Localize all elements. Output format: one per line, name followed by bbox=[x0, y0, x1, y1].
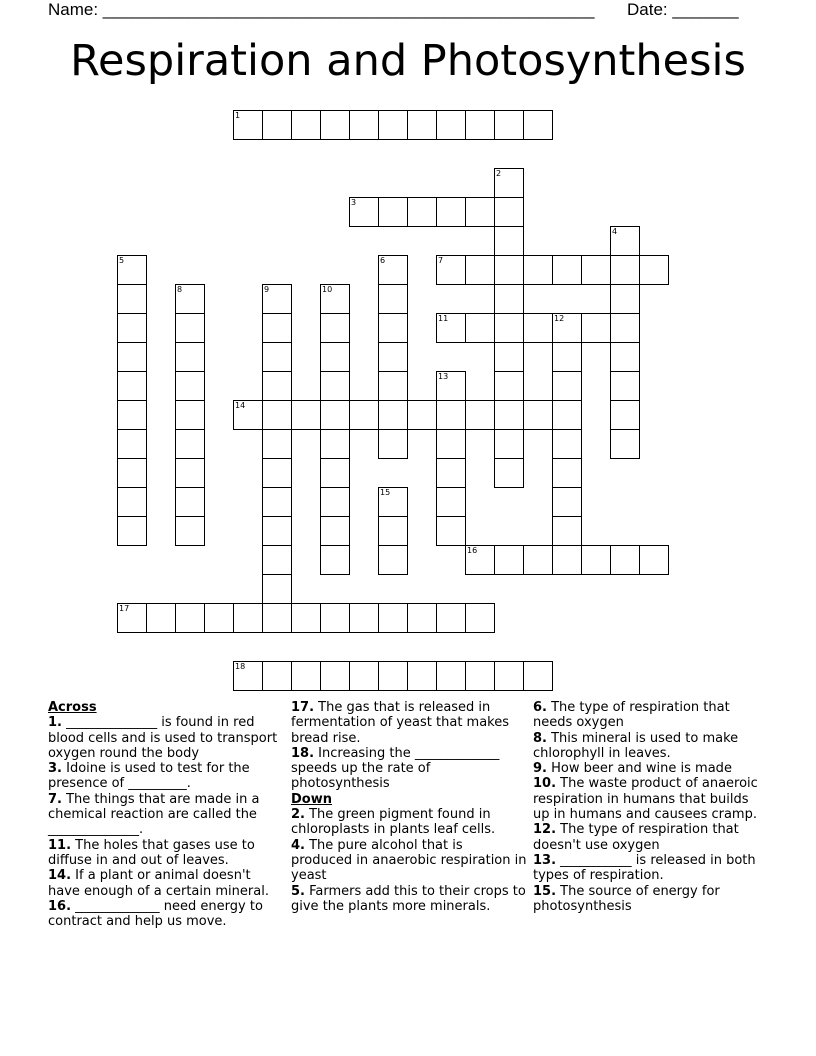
grid-cell[interactable] bbox=[610, 313, 640, 343]
grid-cell[interactable] bbox=[291, 661, 321, 691]
grid-cell[interactable] bbox=[233, 661, 263, 691]
clue-item bbox=[48, 715, 284, 761]
grid-cell[interactable] bbox=[494, 226, 524, 256]
grid-cell[interactable] bbox=[262, 661, 292, 691]
date-field-label: Date: _______ bbox=[627, 0, 739, 19]
grid-cell[interactable] bbox=[349, 110, 379, 140]
grid-cell[interactable] bbox=[494, 545, 524, 575]
clue-text: The things that are made in a chemical reaction are called the ______________. bbox=[48, 791, 260, 838]
grid-cell[interactable] bbox=[610, 284, 640, 314]
clue-item bbox=[533, 776, 769, 822]
grid-cell[interactable] bbox=[523, 661, 553, 691]
clue-item bbox=[533, 853, 769, 884]
grid-cell[interactable] bbox=[175, 284, 205, 314]
grid-cell[interactable] bbox=[378, 487, 408, 517]
clue-item bbox=[291, 746, 527, 792]
clue-text: Increasing the _____________ speeds up the rate of photosynthesis bbox=[291, 745, 500, 792]
grid-cell[interactable] bbox=[436, 255, 466, 285]
clue-number: 3 bbox=[351, 198, 357, 207]
grid-cell[interactable] bbox=[494, 400, 524, 430]
grid-cell[interactable] bbox=[320, 545, 350, 575]
grid-cell[interactable] bbox=[117, 255, 147, 285]
clue-number: 5 bbox=[119, 256, 125, 265]
clue-text: ______________ is found in red blood cells and is used to transport oxygen round the body bbox=[48, 715, 278, 761]
grid-cell[interactable] bbox=[465, 661, 495, 691]
across-heading: Across bbox=[48, 700, 97, 715]
clue-number-label: 18. bbox=[291, 745, 315, 761]
grid-cell[interactable] bbox=[494, 371, 524, 401]
clue-number-label: 8. bbox=[533, 730, 547, 746]
clue-number: 13 bbox=[438, 372, 449, 381]
clue-number: 2 bbox=[496, 169, 502, 178]
grid-cell[interactable] bbox=[378, 342, 408, 372]
grid-cell[interactable] bbox=[494, 458, 524, 488]
clue-number-label: 13. bbox=[533, 852, 557, 868]
clue-item bbox=[533, 822, 769, 853]
grid-cell[interactable] bbox=[204, 603, 234, 633]
grid-cell[interactable] bbox=[320, 110, 350, 140]
grid-cell[interactable] bbox=[436, 197, 466, 227]
clue-item bbox=[533, 884, 769, 915]
grid-cell[interactable] bbox=[407, 661, 437, 691]
grid-cell[interactable] bbox=[320, 342, 350, 372]
clue-text: This mineral is used to make chlorophyll in leaves. bbox=[533, 730, 739, 761]
clue-number-label: 6. bbox=[533, 700, 547, 715]
grid-cell[interactable] bbox=[262, 545, 292, 575]
clue-number-label: 16. bbox=[48, 898, 72, 914]
grid-cell[interactable] bbox=[378, 371, 408, 401]
clue-number: 6 bbox=[380, 256, 386, 265]
clue-number: 4 bbox=[612, 227, 618, 236]
grid-cell[interactable] bbox=[117, 429, 147, 459]
clue-text: The gas that is released in fermentation of yeast that makes bread rise. bbox=[291, 700, 510, 746]
grid-cell[interactable] bbox=[610, 371, 640, 401]
grid-cell[interactable] bbox=[349, 197, 379, 227]
clue-number-label: 5. bbox=[291, 883, 305, 899]
clue-text: Farmers add this to their crops to give the plants more minerals. bbox=[291, 883, 526, 914]
grid-cell[interactable] bbox=[349, 603, 379, 633]
clue-number: 15 bbox=[380, 488, 391, 497]
clue-text: Idoine is used to test for the presence of _________. bbox=[48, 761, 250, 792]
grid-cell[interactable] bbox=[175, 487, 205, 517]
grid-cell[interactable] bbox=[378, 545, 408, 575]
grid-cell[interactable] bbox=[523, 313, 553, 343]
grid-cell[interactable] bbox=[291, 110, 321, 140]
grid-cell[interactable] bbox=[262, 313, 292, 343]
grid-cell[interactable] bbox=[320, 487, 350, 517]
grid-cell[interactable] bbox=[610, 255, 640, 285]
grid-cell[interactable] bbox=[610, 545, 640, 575]
clue-item bbox=[48, 761, 284, 792]
clue-number-label: 15. bbox=[533, 883, 557, 899]
clue-item bbox=[533, 700, 769, 731]
grid-cell[interactable] bbox=[117, 516, 147, 546]
grid-cell[interactable] bbox=[349, 400, 379, 430]
clue-item bbox=[291, 700, 527, 746]
grid-cell[interactable] bbox=[523, 110, 553, 140]
grid-cell[interactable] bbox=[610, 400, 640, 430]
grid-cell[interactable] bbox=[378, 516, 408, 546]
clue-item bbox=[48, 792, 284, 838]
grid-cell[interactable] bbox=[494, 284, 524, 314]
clue-number-label: 17. bbox=[291, 700, 315, 715]
grid-cell[interactable] bbox=[175, 516, 205, 546]
name-field-label: Name: ____________________________________________________ bbox=[48, 0, 595, 19]
grid-cell[interactable] bbox=[378, 110, 408, 140]
grid-cell[interactable] bbox=[262, 342, 292, 372]
grid-cell[interactable] bbox=[146, 603, 176, 633]
clue-text: How beer and wine is made bbox=[546, 761, 732, 777]
grid-cell[interactable] bbox=[552, 400, 582, 430]
grid-cell[interactable] bbox=[436, 400, 466, 430]
clue-text: ___________ is released in both types of respiration. bbox=[533, 852, 756, 884]
grid-cell[interactable] bbox=[465, 545, 495, 575]
grid-cell[interactable] bbox=[436, 603, 466, 633]
grid-cell[interactable] bbox=[465, 603, 495, 633]
grid-cell[interactable] bbox=[494, 110, 524, 140]
clue-number-label: 9. bbox=[533, 761, 547, 777]
grid-cell[interactable] bbox=[523, 545, 553, 575]
page-title: Respiration and Photosynthesis bbox=[70, 36, 746, 86]
grid-cell[interactable] bbox=[262, 603, 292, 633]
grid-cell[interactable] bbox=[407, 400, 437, 430]
grid-cell[interactable] bbox=[465, 313, 495, 343]
grid-cell[interactable] bbox=[465, 255, 495, 285]
grid-cell[interactable] bbox=[407, 603, 437, 633]
grid-cell[interactable] bbox=[494, 313, 524, 343]
grid-cell[interactable] bbox=[465, 400, 495, 430]
grid-cell[interactable] bbox=[349, 661, 379, 691]
grid-cell[interactable] bbox=[378, 400, 408, 430]
grid-cell[interactable] bbox=[320, 603, 350, 633]
grid-cell[interactable] bbox=[291, 603, 321, 633]
grid-cell[interactable] bbox=[465, 110, 495, 140]
grid-cell[interactable] bbox=[262, 458, 292, 488]
clue-text: The source of energy for photosynthesis bbox=[533, 883, 720, 914]
grid-cell[interactable] bbox=[436, 487, 466, 517]
grid-cell[interactable] bbox=[639, 255, 669, 285]
grid-cell[interactable] bbox=[378, 603, 408, 633]
grid-cell[interactable] bbox=[494, 197, 524, 227]
grid-cell[interactable] bbox=[610, 226, 640, 256]
clue-number: 7 bbox=[438, 256, 444, 265]
grid-cell[interactable] bbox=[581, 255, 611, 285]
grid-cell[interactable] bbox=[262, 371, 292, 401]
grid-cell[interactable] bbox=[175, 458, 205, 488]
grid-cell[interactable] bbox=[378, 429, 408, 459]
clue-text: The waste product of anaeroic respiration in humans that builds up in humans and causees cramp. bbox=[533, 776, 758, 823]
clue-number-label: 4. bbox=[291, 837, 305, 853]
grid-cell[interactable] bbox=[320, 516, 350, 546]
clue-item bbox=[533, 731, 769, 762]
clues-column-1 bbox=[48, 700, 284, 929]
grid-cell[interactable] bbox=[262, 110, 292, 140]
grid-cell[interactable] bbox=[581, 313, 611, 343]
grid-cell[interactable] bbox=[175, 371, 205, 401]
grid-cell[interactable] bbox=[465, 197, 495, 227]
grid-cell[interactable] bbox=[378, 284, 408, 314]
clue-item bbox=[291, 838, 527, 884]
grid-cell[interactable] bbox=[407, 110, 437, 140]
grid-cell[interactable] bbox=[320, 371, 350, 401]
grid-cell[interactable] bbox=[552, 545, 582, 575]
grid-cell[interactable] bbox=[552, 487, 582, 517]
clue-number: 14 bbox=[235, 401, 246, 410]
clue-number: 12 bbox=[554, 314, 565, 323]
grid-cell[interactable] bbox=[494, 255, 524, 285]
grid-cell[interactable] bbox=[436, 516, 466, 546]
grid-cell[interactable] bbox=[436, 313, 466, 343]
clue-item bbox=[48, 838, 284, 869]
grid-cell[interactable] bbox=[262, 487, 292, 517]
clue-number-label: 1. bbox=[48, 715, 62, 731]
grid-cell[interactable] bbox=[320, 284, 350, 314]
grid-cell[interactable] bbox=[494, 429, 524, 459]
grid-cell[interactable] bbox=[320, 661, 350, 691]
grid-cell[interactable] bbox=[262, 429, 292, 459]
clue-number: 18 bbox=[235, 662, 246, 671]
grid-cell[interactable] bbox=[378, 255, 408, 285]
clue-number: 10 bbox=[322, 285, 333, 294]
grid-cell[interactable] bbox=[117, 313, 147, 343]
grid-cell[interactable] bbox=[262, 284, 292, 314]
grid-cell[interactable] bbox=[639, 545, 669, 575]
grid-cell[interactable] bbox=[233, 400, 263, 430]
clue-text: _____________ need energy to contract and help us move. bbox=[48, 898, 263, 930]
clue-text: The type of respiration that needs oxygen bbox=[533, 700, 730, 731]
grid-cell[interactable] bbox=[262, 400, 292, 430]
grid-cell[interactable] bbox=[175, 342, 205, 372]
grid-cell[interactable] bbox=[378, 197, 408, 227]
grid-cell[interactable] bbox=[494, 168, 524, 198]
clue-item bbox=[291, 807, 527, 838]
clue-number-label: 3. bbox=[48, 761, 62, 777]
grid-cell[interactable] bbox=[117, 342, 147, 372]
grid-cell[interactable] bbox=[378, 313, 408, 343]
clue-text: The type of respiration that doesn't use oxygen bbox=[533, 822, 739, 853]
clue-text: If a plant or animal doesn't have enough of a certain mineral. bbox=[48, 868, 269, 899]
clue-number-label: 2. bbox=[291, 807, 305, 823]
clue-number-label: 11. bbox=[48, 837, 72, 853]
grid-cell[interactable] bbox=[175, 400, 205, 430]
grid-cell[interactable] bbox=[436, 458, 466, 488]
grid-cell[interactable] bbox=[233, 110, 263, 140]
grid-cell[interactable] bbox=[117, 284, 147, 314]
grid-cell[interactable] bbox=[610, 342, 640, 372]
down-heading: Down bbox=[291, 791, 332, 807]
clue-number: 11 bbox=[438, 314, 449, 323]
clue-text: The holes that gases use to diffuse in and out of leaves. bbox=[48, 837, 255, 868]
grid-cell[interactable] bbox=[320, 400, 350, 430]
grid-cell[interactable] bbox=[436, 371, 466, 401]
grid-cell[interactable] bbox=[320, 313, 350, 343]
grid-cell[interactable] bbox=[117, 400, 147, 430]
grid-cell[interactable] bbox=[175, 429, 205, 459]
grid-cell[interactable] bbox=[175, 603, 205, 633]
grid-cell[interactable] bbox=[552, 342, 582, 372]
grid-cell[interactable] bbox=[378, 661, 408, 691]
grid-cell[interactable] bbox=[552, 429, 582, 459]
grid-cell[interactable] bbox=[320, 429, 350, 459]
clues-column-2 bbox=[291, 700, 527, 914]
grid-cell[interactable] bbox=[552, 255, 582, 285]
clue-number: 17 bbox=[119, 604, 130, 613]
grid-cell[interactable] bbox=[117, 603, 147, 633]
grid-cell[interactable] bbox=[117, 371, 147, 401]
grid-cell[interactable] bbox=[436, 429, 466, 459]
grid-cell[interactable] bbox=[552, 458, 582, 488]
grid-cell[interactable] bbox=[262, 574, 292, 604]
grid-cell[interactable] bbox=[523, 400, 553, 430]
clue-item bbox=[48, 868, 284, 899]
grid-cell[interactable] bbox=[117, 487, 147, 517]
grid-cell[interactable] bbox=[552, 371, 582, 401]
clue-number: 1 bbox=[235, 111, 241, 120]
clue-number: 8 bbox=[177, 285, 183, 294]
grid-cell[interactable] bbox=[175, 313, 205, 343]
grid-cell[interactable] bbox=[494, 342, 524, 372]
clue-number-label: 12. bbox=[533, 822, 557, 838]
grid-cell[interactable] bbox=[407, 197, 437, 227]
grid-cell[interactable] bbox=[523, 255, 553, 285]
grid-cell[interactable] bbox=[610, 429, 640, 459]
grid-cell[interactable] bbox=[436, 110, 466, 140]
grid-cell[interactable] bbox=[494, 661, 524, 691]
clue-number: 9 bbox=[264, 285, 270, 294]
grid-cell[interactable] bbox=[320, 458, 350, 488]
clue-item bbox=[291, 884, 527, 915]
grid-cell[interactable] bbox=[233, 603, 263, 633]
grid-cell[interactable] bbox=[262, 516, 292, 546]
clue-text: The pure alcohol that is produced in anaerobic respiration in yeast bbox=[291, 837, 527, 884]
grid-cell[interactable] bbox=[291, 400, 321, 430]
clue-number-label: 14. bbox=[48, 868, 72, 884]
grid-cell[interactable] bbox=[581, 545, 611, 575]
clue-number: 16 bbox=[467, 546, 478, 555]
clue-number-label: 10. bbox=[533, 776, 557, 792]
clues-column-3 bbox=[533, 700, 769, 914]
clue-text: The green pigment found in chloroplasts in plants leaf cells. bbox=[291, 807, 496, 838]
grid-cell[interactable] bbox=[552, 313, 582, 343]
grid-cell[interactable] bbox=[117, 458, 147, 488]
clue-item bbox=[48, 899, 284, 930]
clue-item bbox=[533, 761, 769, 776]
clue-number-label: 7. bbox=[48, 791, 62, 807]
grid-cell[interactable] bbox=[552, 516, 582, 546]
grid-cell[interactable] bbox=[436, 661, 466, 691]
